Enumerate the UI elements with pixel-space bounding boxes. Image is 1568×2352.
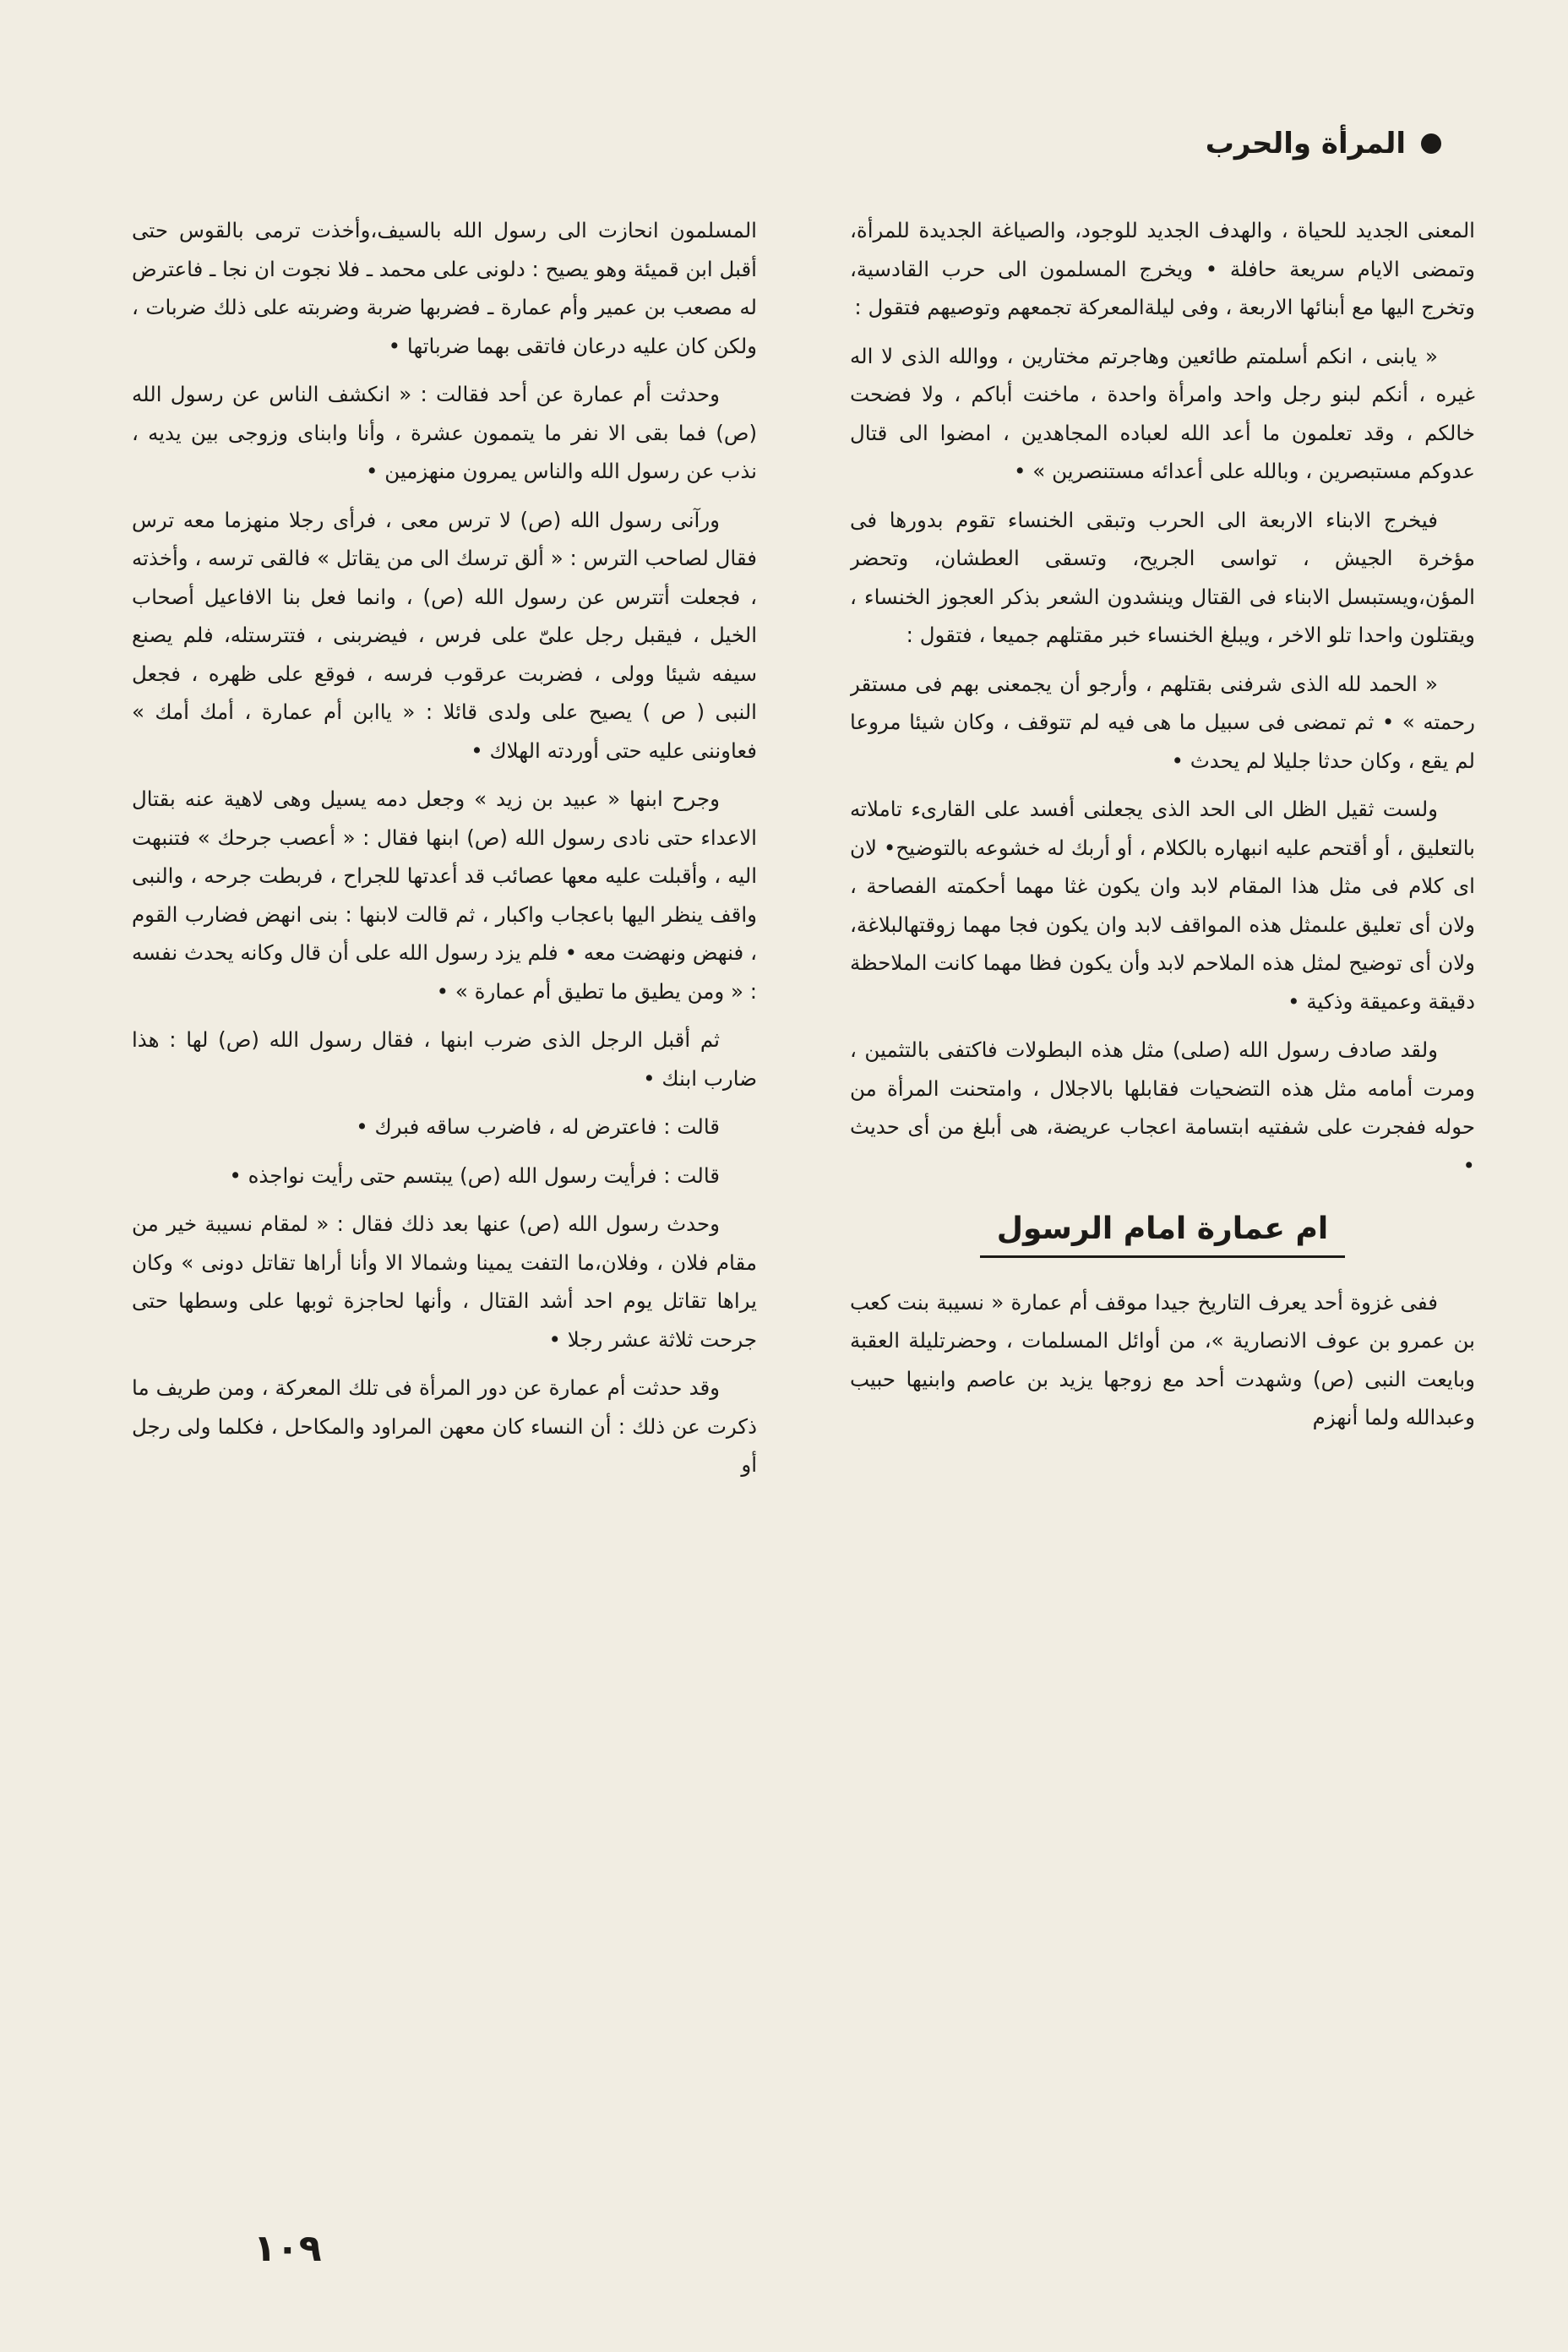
paragraph: ففى غزوة أحد يعرف التاريخ جيدا موقف أم عمارة « نسيبة بنت كعب بن عمرو بن عوف الانصارية »، من أوائل المسلمات ، وحضرتليلة العقبة وبايعت النبى (ص) وشهدت أحد مع زوجها يزيد بن عاصم وابنيها حبيب وعبدالله ولما أنهزم — [850, 1289, 1475, 1429]
paragraph: وحدث رسول الله (ص) عنها بعد ذلك فقال : « لمقام نسيبة خير من مقام فلان ، وفلان،ما التفت يمينا وشمالا الا وأنا أراها تقاتل دونى » وكان يراها تقاتل يوم احد أشد القتال ، وأنها لحاجزة ثوبها على وسطها حتى جرحت ثلاثة عشر رجلا • — [132, 1211, 757, 1352]
paragraph: قالت : فرأيت رسول الله (ص) يبتسم حتى رأيت نواجذه • — [229, 1162, 720, 1188]
paragraph: المسلمون انحازت الى رسول الله بالسيف،وأخذت ترمى بالقوس حتى أقبل ابن قميئة وهو يصيح : دلونى على محمد ـ فلا نجوت ان نجا ـ فاعترض له مصعب بن عمير وأم عمارة ـ فضربها ضربة وضربته على ذلك ضربات ، ولكن كان عليه درعان فاتقى بهما ضرباتها • — [132, 218, 757, 358]
paragraph: ثم أقبل الرجل الذى ضرب ابنها ، فقال رسول الله (ص) لها : هذا ضارب ابنك • — [132, 1027, 757, 1091]
paragraph: « يابنى ، انكم أسلمتم طائعين وهاجرتم مختارين ، ووالله الذى لا اله غيره ، أنكم لبنو رجل واحد وامرأة واحدة ، ماخنت أباكم ، ولا فضحت خالكم ، وقد تعلمون ما أعد الله لعباده المجاهدين ، امضوا الى قتال عدوكم مستبصرين ، وبالله على أعدائه مستنصرين » • — [850, 343, 1475, 483]
paragraph: المعنى الجديد للحياة ، والهدف الجديد للوجود، والصياغة الجديدة للمرأة، وتمضى الايام سريعة حافلة • ويخرج المسلمون الى حرب القادسية، وتخرج اليها مع أبنائها الاربعة ، وفى ليلةالمعركة تجمعهم وتوصيهم فتقول : — [850, 218, 1475, 319]
bullet-icon — [1421, 133, 1441, 154]
subheading — [850, 1210, 1475, 1258]
paragraph: قالت : فاعترض له ، فاضرب ساقه فبرك • — [356, 1114, 720, 1139]
subheading-text: ام عمارة امام الرسول — [980, 1210, 1346, 1258]
left-column — [132, 211, 757, 2180]
paragraph: ولست ثقيل الظل الى الحد الذى يجعلنى أفسد على القارىء تاملاته بالتعليق ، أو أقتحم عليه انبهاره بالكلام ، أو أربك له خشوعه بالتوضيح• لان اى كلام فى مثل هذا المقام لابد وان يكون غثا مهما أحكمته الفصاحة ، ولان أى تعليق علىمثل هذه المواقف لابد وان يكون فجا مهما زوقتهالبلاغة، ولان أى توضيح لمثل هذه الملاحم لابد وأن يكون فظا مهما كانت الملاحظة دقيقة وعميقة وذكية • — [850, 797, 1475, 1014]
header-title: المرأة والحرب — [1205, 127, 1406, 161]
paragraph: « الحمد لله الذى شرفنى بقتلهم ، وأرجو أن يجمعنى بهم فى مستقر رحمته » • ثم تمضى فى سبيل ما هى فيه لم تتوقف ، وكان شيئا مروعا لم يقع ، وكان حدثا جليلا لم يحدث • — [850, 671, 1475, 773]
paragraph: وقد حدثت أم عمارة عن دور المرأة فى تلك المعركة ، ومن طريف ما ذكرت عن ذلك : أن النساء كان معهن المراود والمكاحل ، فكلما ولى رجل أو — [132, 1375, 757, 1477]
running-header — [1206, 127, 1441, 161]
page-number: ١٠٩ — [253, 2227, 322, 2270]
right-column — [850, 211, 1475, 2180]
paragraph: ولقد صادف رسول الله (صلى) مثل هذه البطولات فاكتفى بالتثمين ، ومرت أمامه مثل هذه التضحيات فقابلها بالاجلال ، وامتحنت المرأة من حوله ففجرت على شفتيه ابتسامة اعجاب عريضة، هى أبلغ من أى حديث • — [850, 1037, 1475, 1178]
paragraph: ورآنى رسول الله (ص) لا ترس معى ، فرأى رجلا منهزما معه ترس فقال لصاحب الترس : « ألق ترسك الى من يقاتل » فالقى ترسه ، وأخذته ، فجعلت أتترس عن رسول الله (ص) ، وانما فعل بنا الافاعيل أصحاب الخيل ، فيقبل رجل علىّ على فرس ، فيضربنى ، فتترستله، فلم يصنع سيفه شيئا وولى ، فضربت عرقوب فرسه ، فوقع على ظهره ، فجعل النبى ( ص ) يصيح على ولدى قائلا : « ياابن أم عمارة ، أمك أمك » فعاوننى عليه حتى أوردته الهلاك • — [132, 507, 757, 763]
paragraph: وجرح ابنها « عبيد بن زيد » وجعل دمه يسيل وهى لاهية عنه بقتال الاعداء حتى نادى رسول الله (ص) ابنها فقال : « أعصب جرحك » فتنبهت اليه ، وأقبلت عليه معها عصائب قد أعدتها للجراح ، فربطت جرحه ، والنبى واقف ينظر اليها باعجاب واكبار ، ثم قالت لابنها : بنى انهض فضارب القوم ، فنهض ونهضت معه • فلم يزد رسول الله على أن قال وكانه يحدث نفسه : « ومن يطيق ما تطيق أم عمارة » • — [132, 787, 757, 1004]
paragraph: فيخرج الابناء الاربعة الى الحرب وتبقى الخنساء تقوم بدورها فى مؤخرة الجيش ، تواسى الجريح، وتسقى العطشان، وتحضر المؤن،ويستبسل الابناء فى القتال وينشدون الشعر بذكر العجوز الخنساء ، ويقتلون واحدا تلو الاخر ، ويبلغ الخنساء خبر مقتلهم جميعا ، فتقول : — [850, 507, 1475, 647]
paragraph: وحدثت أم عمارة عن أحد فقالت : « انكشف الناس عن رسول الله (ص) فما بقى الا نفر ما يتممون عشرة ، وأنا وابناى وزوجى بين يديه ، نذب عن رسول الله والناس يمرون منهزمين • — [132, 382, 757, 483]
